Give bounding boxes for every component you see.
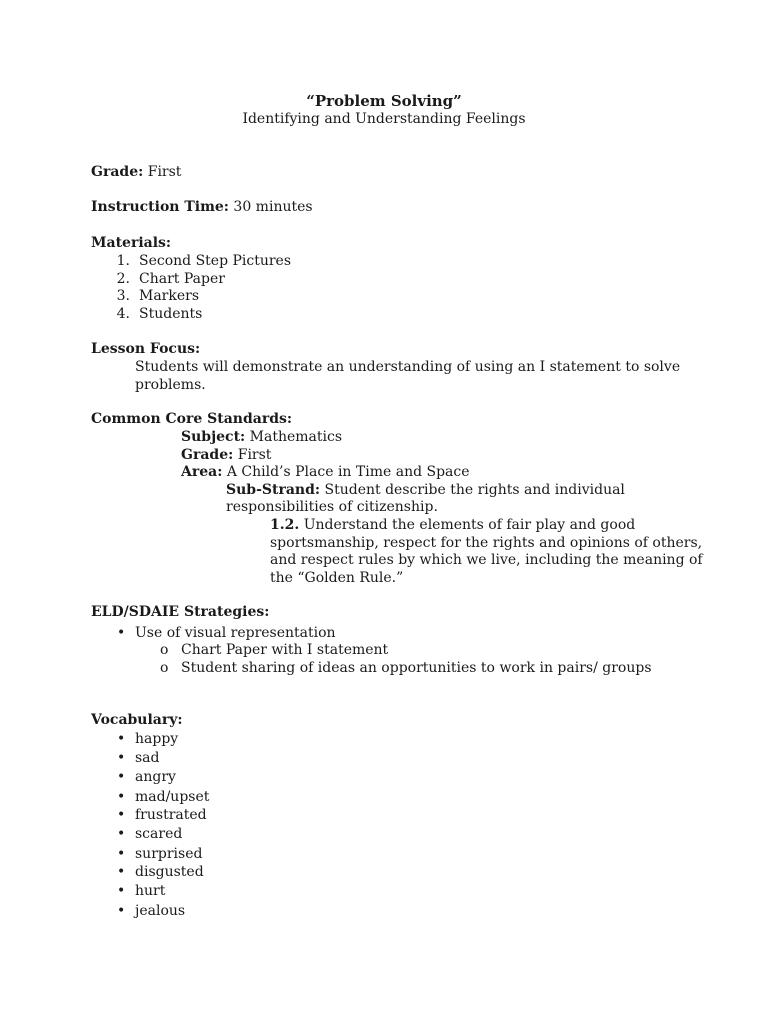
- bullet-marker: •: [117, 807, 126, 823]
- bullet-marker: •: [117, 883, 126, 899]
- vocabulary-item: mad/upset: [135, 789, 210, 805]
- standard-detail-cont: sportsmanship, respect for the rights and opinions of others,: [270, 535, 703, 551]
- standard-detail-cont: and respect rules by which we live, including the meaning of: [270, 552, 703, 568]
- vocabulary-item: jealous: [135, 903, 186, 919]
- eld-sub-item: Chart Paper with I statement: [181, 642, 389, 658]
- grade-line: [91, 163, 181, 181]
- lesson-focus-heading: Lesson Focus:: [91, 341, 201, 357]
- bullet-marker: •: [117, 789, 126, 805]
- bullet-marker: •: [117, 903, 126, 919]
- document-subtitle: Identifying and Understanding Feelings: [242, 111, 526, 127]
- materials-item: Markers: [139, 288, 200, 304]
- standard-substrand-cont: responsibilities of citizenship.: [226, 499, 438, 515]
- vocabulary-item: surprised: [135, 846, 203, 862]
- vocabulary-item: disgusted: [135, 864, 204, 880]
- bullet-marker: •: [117, 625, 126, 641]
- list-number: 1.: [116, 253, 130, 269]
- document-title: “Problem Solving”: [306, 92, 462, 110]
- eld-item: Use of visual representation: [135, 625, 336, 641]
- vocabulary-heading: Vocabulary:: [91, 712, 183, 728]
- vocabulary-item: frustrated: [135, 807, 207, 823]
- standard-subject: Subject: Mathematics: [181, 429, 343, 445]
- bullet-marker: •: [117, 846, 126, 862]
- standard-detail-cont: the “Golden Rule.”: [270, 570, 404, 586]
- bullet-marker: •: [117, 731, 126, 747]
- sub-bullet-marker: o: [160, 642, 169, 658]
- vocabulary-item: sad: [135, 750, 160, 766]
- materials-item: Chart Paper: [139, 271, 225, 287]
- vocabulary-item: scared: [135, 826, 183, 842]
- materials-item: Second Step Pictures: [139, 253, 292, 269]
- list-number: 3.: [116, 288, 130, 304]
- lesson-focus-text: problems.: [135, 377, 206, 393]
- instruction-time-label: Instruction Time:: [91, 199, 229, 215]
- instruction-time-line: [91, 198, 313, 216]
- eld-heading: ELD/SDAIE Strategies:: [91, 604, 270, 620]
- grade-value: First: [147, 164, 182, 180]
- sub-bullet-marker: o: [160, 660, 169, 676]
- standard-grade: Grade: First: [181, 447, 272, 463]
- bullet-marker: •: [117, 769, 126, 785]
- list-number: 4.: [116, 306, 130, 322]
- lesson-focus-text: Students will demonstrate an understanding of using an I statement to solve: [135, 359, 681, 375]
- list-number: 2.: [116, 271, 130, 287]
- bullet-marker: •: [117, 826, 126, 842]
- eld-sub-item: Student sharing of ideas an opportunities to work in pairs/ groups: [181, 660, 652, 676]
- instruction-time-value: 30 minutes: [233, 199, 313, 215]
- bullet-marker: •: [117, 864, 126, 880]
- materials-item: Students: [139, 306, 203, 322]
- grade-label: Grade:: [91, 164, 144, 180]
- materials-heading: Materials:: [91, 235, 172, 251]
- standard-area: Area: A Child’s Place in Time and Space: [181, 464, 470, 480]
- vocabulary-item: hurt: [135, 883, 166, 899]
- standard-detail: 1.2. Understand the elements of fair play and good: [270, 517, 636, 533]
- vocabulary-item: happy: [135, 731, 179, 747]
- bullet-marker: •: [117, 750, 126, 766]
- vocabulary-item: angry: [135, 769, 176, 785]
- common-core-heading: Common Core Standards:: [91, 411, 293, 427]
- standard-substrand: Sub-Strand: Student describe the rights and individual: [226, 482, 625, 498]
